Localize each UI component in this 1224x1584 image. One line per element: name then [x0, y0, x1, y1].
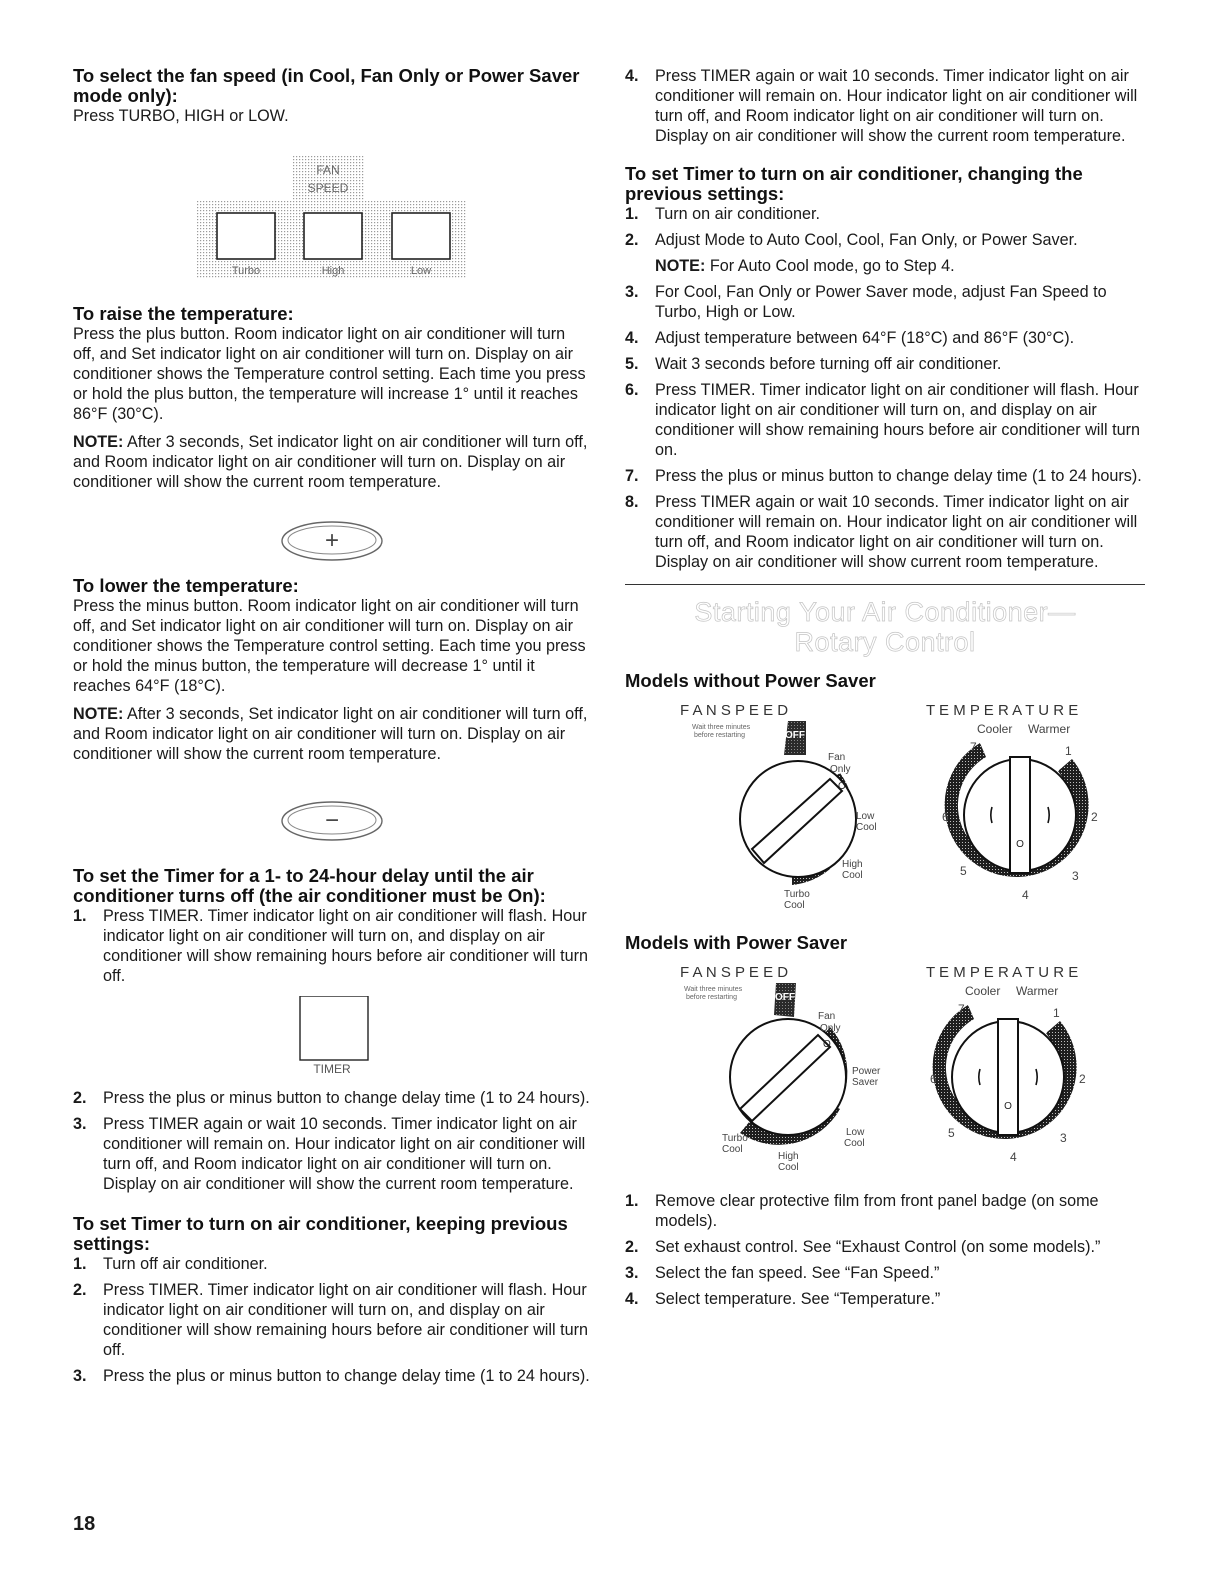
list-item: 3. Press TIMER again or wait 10 seconds. Timer indicator light on air conditioner will remain on. Hour indicator light on air conditioner will turn off, and Room indicator light on air conditioner will turn on. Display on air conditioner will show the current room temperature.: [73, 1115, 586, 1193]
temp-mark-7: 7: [958, 1002, 965, 1016]
timer-on-change-heading: To set Timer to turn on air conditioner, changing the previous settings:: [625, 163, 1083, 204]
fan-speed-title: F A N S P E E D: [680, 964, 789, 981]
fan-speed-heading: To select the fan speed (in Cool, Fan Only or Power Saver mode only):: [73, 65, 580, 106]
minus-button-icon: [277, 796, 387, 846]
turbo-cool-label: Cool: [784, 900, 805, 911]
lower-note-text: After 3 seconds, Set indicator light on air conditioner will turn off, and Room indicator light on air conditioner will turn on. Display on air conditioner will show the current room temperature.: [73, 705, 588, 763]
high-label: High: [321, 265, 345, 277]
temp-dial-pointer: [1010, 757, 1030, 873]
only-label: Only: [820, 1023, 841, 1034]
right-column: [625, 66, 1145, 1309]
timer-button-figure: [282, 996, 382, 1074]
start-steps: [625, 1191, 1145, 1309]
list-item: 3. Press the plus or minus button to change delay time (1 to 24 hours).: [73, 1367, 590, 1385]
fan-speed-dial[interactable]: [740, 721, 877, 911]
timer-button-icon: [282, 996, 382, 1074]
without-power-saver-heading: Models without Power Saver: [625, 670, 876, 691]
wait-text-2: before restarting: [686, 994, 737, 1001]
temp-mark-3: 3: [1072, 869, 1079, 883]
cooler-label: Cooler: [977, 722, 1013, 736]
power-label: Power: [852, 1066, 881, 1077]
turbo-cool-label: Cool: [722, 1144, 743, 1155]
saver-label: Saver: [852, 1077, 879, 1088]
warmer-label: Warmer: [1016, 984, 1059, 998]
list-item: 3. For Cool, Fan Only or Power Saver mode, adjust Fan Speed to Turbo, High or Low.: [625, 283, 1107, 321]
wait-text-1: Wait three minutes: [692, 724, 751, 731]
temp-mark-6: 6: [942, 810, 949, 824]
section-title-line2: Rotary Control: [794, 627, 976, 657]
section-title-line1: Starting Your Air Conditioner—: [694, 597, 1076, 627]
raise-temp-heading: To raise the temperature:: [73, 303, 294, 324]
turbo-label: Turbo: [784, 889, 810, 900]
low-cool-label: Cool: [844, 1138, 865, 1149]
timer-off-steps-b: [73, 1088, 591, 1194]
note-label: NOTE:: [73, 705, 124, 723]
high-cool-label: Cool: [842, 870, 863, 881]
fan-speed-panel: [197, 156, 467, 284]
off-label: OFF: [785, 730, 805, 741]
plus-button-figure: [277, 516, 387, 566]
high-button: [304, 213, 362, 259]
fan-speed-dial[interactable]: [722, 983, 881, 1173]
page-number: 18: [73, 1513, 96, 1535]
timer-off-steps-a: [73, 906, 591, 986]
high-cool-label: Cool: [778, 1162, 799, 1173]
fan-label: Fan: [818, 1011, 836, 1022]
low-cool-label: Cool: [856, 822, 877, 833]
fan-label: FAN: [316, 163, 340, 177]
temp-mark-5: 5: [960, 864, 967, 878]
low-label: Low: [856, 811, 875, 822]
with-power-saver-heading: Models with Power Saver: [625, 932, 848, 953]
rotary-dials-without-power-saver: [680, 695, 1140, 913]
fan-speed-title: F A N S P E E D: [680, 702, 789, 719]
low-button: [392, 213, 450, 259]
fan-speed-text: Press TURBO, HIGH or LOW.: [73, 107, 289, 125]
list-item: 1. Turn off air conditioner.: [73, 1255, 268, 1273]
temperature-title: T E M P E R A T U R E: [926, 702, 1079, 719]
change-note: NOTE: For Auto Cool mode, go to Step 4.: [655, 257, 955, 275]
temp-mark-2: 2: [1091, 810, 1098, 824]
temp-mark-5: 5: [948, 1126, 955, 1140]
o-mark: O: [838, 781, 846, 792]
low-label: Low: [846, 1127, 865, 1138]
left-column: [73, 66, 591, 1386]
lower-temp-text: Press the minus button. Room indicator light on air conditioner will turn off, and Set indicator light on air conditioner will turn on. Display on air conditioner shows the Temperature control setting. Each time you press or hold the minus button, the temperature will decrease 1° until it reaches 64°F (18°C).: [73, 597, 586, 695]
list-item: 2. Press TIMER. Timer indicator light on air conditioner will flash. Hour indicator light on air conditioner will turn on, and display on air conditioner will show remaining hours before air conditioner will turn off.: [73, 1281, 588, 1359]
plus-symbol: +: [324, 527, 340, 554]
list-item: 2. Press the plus or minus button to change delay time (1 to 24 hours).: [73, 1089, 590, 1107]
o-mark: O: [1004, 1101, 1012, 1112]
high-label: High: [842, 859, 863, 870]
timer-off-heading: To set the Timer for a 1- to 24-hour delay until the air conditioner turns off (the air conditioner must be On):: [73, 865, 546, 906]
minus-symbol: −: [324, 807, 340, 834]
timer-button: [300, 996, 368, 1060]
timer-on-change-steps: [625, 204, 1145, 572]
off-label: OFF: [775, 992, 795, 1003]
temp-mark-1: 1: [1053, 1006, 1060, 1020]
note-label: NOTE:: [73, 433, 124, 451]
low-label: Low: [410, 265, 432, 277]
turbo-label: Turbo: [231, 265, 261, 277]
minus-button-figure: [277, 796, 387, 846]
list-item: 4. Select temperature. See “Temperature.”: [625, 1290, 941, 1308]
list-item: 1. Remove clear protective film from front panel badge (on some models).: [625, 1192, 1099, 1230]
o-mark: O: [1016, 839, 1024, 850]
temp-mark-2: 2: [1079, 1072, 1086, 1086]
high-label: High: [778, 1151, 799, 1162]
temp-dial-pointer: [998, 1019, 1018, 1135]
raise-note-text: After 3 seconds, Set indicator light on air conditioner will turn off, and Room indicator light on air conditioner will turn on. Display on air conditioner will show the current room temperature.: [73, 433, 588, 491]
list-item: 2. Set exhaust control. See “Exhaust Control (on some models).”: [625, 1238, 1101, 1256]
temp-mark-7: 7: [970, 740, 977, 754]
section-divider: [625, 584, 1145, 585]
only-label: Only: [830, 764, 851, 775]
raise-temp-text: Press the plus button. Room indicator light on air conditioner will turn off, and Set indicator light on air conditioner will turn on. Display on air conditioner shows the Temperature control setting. Each time you press or hold the plus button, the temperature will increase 1° until it reaches 86°F (30°C).: [73, 325, 586, 423]
speed-label: SPEED: [307, 181, 349, 195]
temp-mark-6: 6: [930, 1072, 937, 1086]
timer-on-keep-steps: [73, 1254, 591, 1386]
temperature-dial[interactable]: [930, 984, 1086, 1164]
list-item: 5. Wait 3 seconds before turning off air conditioner.: [625, 355, 1002, 373]
list-item: 8. Press TIMER again or wait 10 seconds. Timer indicator light on air conditioner will remain on. Hour indicator light on air conditioner will turn off, and Room indicator light on air conditioner will turn on. Display on air conditioner will show current room temperature.: [625, 493, 1138, 571]
section-title: [625, 597, 1145, 657]
lower-temp-note: [73, 704, 591, 764]
o-mark: O: [823, 1039, 831, 1050]
timer-on-keep-heading: To set Timer to turn on air conditioner, keeping previous settings:: [73, 1213, 568, 1254]
wait-text-2: before restarting: [694, 732, 745, 739]
temperature-title: T E M P E R A T U R E: [926, 964, 1079, 981]
cooler-label: Cooler: [965, 984, 1001, 998]
timer-label: TIMER: [313, 1062, 351, 1074]
temp-mark-3: 3: [1060, 1131, 1067, 1145]
plus-button-icon: [277, 516, 387, 566]
temperature-dial[interactable]: [942, 722, 1098, 902]
list-item: 7. Press the plus or minus button to change delay time (1 to 24 hours).: [625, 467, 1142, 485]
wait-text-1: Wait three minutes: [684, 986, 743, 993]
warmer-label: Warmer: [1028, 722, 1071, 736]
list-item: 4. Adjust temperature between 64°F (18°C) and 86°F (30°C).: [625, 329, 1075, 347]
temp-mark-4: 4: [1022, 888, 1029, 902]
list-item: 4. Press TIMER again or wait 10 seconds. Timer indicator light on air conditioner will remain on. Hour indicator light on air conditioner will turn off, and Room indicator light on air conditioner will turn on. Display on air conditioner will show the current room temperature.: [625, 67, 1138, 145]
fan-label: Fan: [828, 752, 846, 763]
list-item: 6. Press TIMER. Timer indicator light on air conditioner will flash. Hour indicator light on air conditioner will turn on, and display on air conditioner will show remaining hours before air conditioner will turn on.: [625, 381, 1140, 459]
lower-temp-heading: To lower the temperature:: [73, 575, 299, 596]
list-item: 1. Press TIMER. Timer indicator light on air conditioner will flash. Hour indicator light on air conditioner will turn on, and display on air conditioner will show remaining hours before air conditioner will turn off.: [73, 907, 588, 985]
list-item: 1. Turn on air conditioner.: [625, 205, 820, 223]
fan-speed-panel-figure: [197, 156, 467, 284]
raise-temp-note: [73, 432, 591, 492]
turbo-button: [217, 213, 275, 259]
temp-mark-4: 4: [1010, 1150, 1017, 1164]
list-item: 3. Select the fan speed. See “Fan Speed.”: [625, 1264, 940, 1282]
list-item: 2. Adjust Mode to Auto Cool, Cool, Fan Only, or Power Saver. NOTE: For Auto Cool mode, go to Step 4.: [625, 230, 1145, 276]
rotary-dials-with-power-saver: [680, 957, 1140, 1175]
timer-on-keep-steps-cont: [625, 66, 1145, 146]
temp-mark-1: 1: [1065, 744, 1072, 758]
turbo-label: Turbo: [722, 1133, 748, 1144]
